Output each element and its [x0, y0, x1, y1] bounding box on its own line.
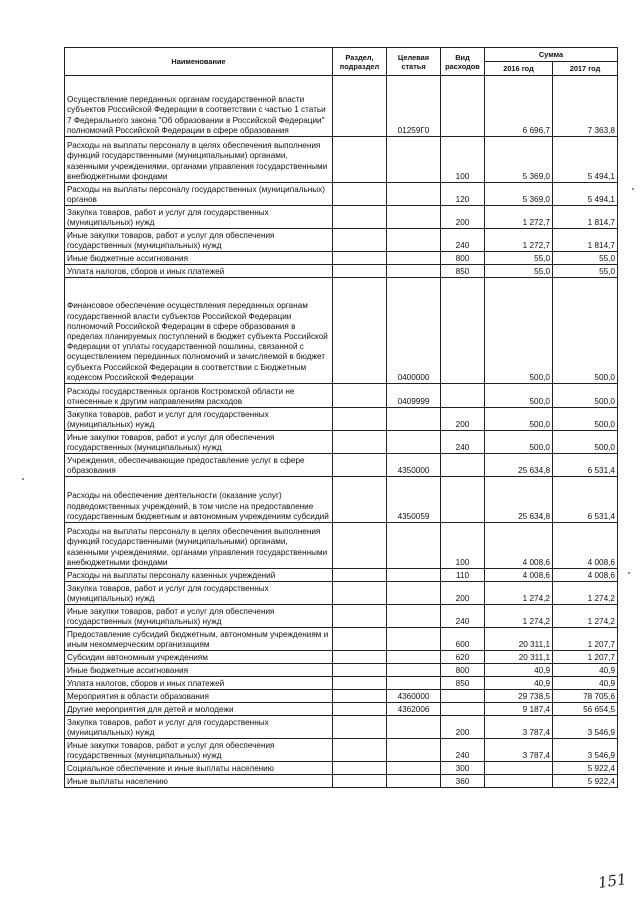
cell-section	[333, 454, 387, 477]
cell-target: 4350059	[387, 477, 441, 523]
cell-target	[387, 582, 441, 605]
cell-type: 240	[441, 739, 485, 762]
cell-type	[441, 477, 485, 523]
table-row	[65, 569, 618, 582]
cell-2017: 40,9	[553, 664, 618, 677]
cell-name: Учреждения, обеспечивающие предоставление услуг в сфере образования	[65, 454, 333, 477]
page-number: 151	[596, 870, 628, 892]
table-row	[65, 628, 618, 651]
cell-2017: 55,0	[553, 252, 618, 265]
table-row	[65, 664, 618, 677]
cell-2017: 1 207,7	[553, 651, 618, 664]
cell-2016	[485, 762, 553, 775]
cell-2017: 1 207,7	[553, 628, 618, 651]
table-row	[65, 716, 618, 739]
cell-name: Иные бюджетные ассигнования	[65, 252, 333, 265]
cell-2016: 55,0	[485, 252, 553, 265]
cell-type: 100	[441, 137, 485, 183]
cell-2016: 500,0	[485, 431, 553, 454]
cell-section	[333, 582, 387, 605]
cell-name: Закупка товаров, работ и услуг для государственных (муниципальных) нужд	[65, 206, 333, 229]
cell-name: Иные закупки товаров, работ и услуг для обеспечения государственных (муниципальных) нужд	[65, 605, 333, 628]
cell-name: Мероприятия в области образования	[65, 690, 333, 703]
cell-section	[333, 477, 387, 523]
cell-name: Субсидии автономным учреждениям	[65, 651, 333, 664]
cell-target: 0409999	[387, 384, 441, 408]
cell-2016: 3 787,4	[485, 716, 553, 739]
cell-name: Расходы государственных органов Костромской области не отнесенные к другим направлениям расходов	[65, 384, 333, 408]
table-row	[65, 76, 618, 137]
cell-section	[333, 183, 387, 206]
cell-2017: 1 814,7	[553, 229, 618, 252]
cell-2017: 3 546,9	[553, 716, 618, 739]
cell-type: 100	[441, 523, 485, 569]
cell-type: 120	[441, 183, 485, 206]
cell-section	[333, 569, 387, 582]
cell-target	[387, 252, 441, 265]
cell-2016: 1 274,2	[485, 605, 553, 628]
cell-section	[333, 229, 387, 252]
cell-target	[387, 605, 441, 628]
cell-name: Предоставление субсидий бюджетным, автономным учреждениям и иным некоммерческим организациям	[65, 628, 333, 651]
cell-2016: 40,9	[485, 664, 553, 677]
cell-2017: 4 008,6	[553, 569, 618, 582]
cell-target	[387, 762, 441, 775]
cell-section	[333, 523, 387, 569]
cell-2017: 1 814,7	[553, 206, 618, 229]
cell-target	[387, 775, 441, 788]
table-row	[65, 278, 618, 384]
margin-mark	[632, 188, 634, 190]
cell-2016: 20 311,1	[485, 651, 553, 664]
table-body	[65, 76, 618, 788]
cell-target	[387, 739, 441, 762]
cell-section	[333, 408, 387, 431]
cell-target	[387, 651, 441, 664]
cell-type: 300	[441, 762, 485, 775]
cell-type: 600	[441, 628, 485, 651]
cell-2016: 25 634,8	[485, 454, 553, 477]
table-row	[65, 677, 618, 690]
cell-type: 240	[441, 431, 485, 454]
cell-2017: 5 922,4	[553, 775, 618, 788]
cell-2016: 5 369,0	[485, 183, 553, 206]
cell-section	[333, 431, 387, 454]
cell-2017: 56 654,5	[553, 703, 618, 716]
cell-2016: 20 311,1	[485, 628, 553, 651]
cell-2017: 500,0	[553, 384, 618, 408]
cell-2016: 500,0	[485, 408, 553, 431]
cell-type: 200	[441, 408, 485, 431]
header-type: Вид расходов	[441, 48, 485, 76]
cell-name: Расходы на выплаты персоналу казенных учреждений	[65, 569, 333, 582]
margin-mark	[628, 572, 630, 574]
header-sum: Сумма	[485, 48, 618, 62]
header-target: Целевая статья	[387, 48, 441, 76]
table-row	[65, 690, 618, 703]
cell-target	[387, 523, 441, 569]
cell-section	[333, 664, 387, 677]
cell-section	[333, 739, 387, 762]
cell-2016	[485, 775, 553, 788]
cell-section	[333, 605, 387, 628]
cell-2017: 5 494,1	[553, 183, 618, 206]
cell-2017: 40,9	[553, 677, 618, 690]
cell-name: Расходы на обеспечение деятельности (оказание услуг) подведомственных учреждений, в том числе на предоставление государственным бюджетным и автономным учреждениям субсидий	[65, 477, 333, 523]
cell-name: Иные закупки товаров, работ и услуг для обеспечения государственных (муниципальных) нужд	[65, 431, 333, 454]
cell-2017: 1 274,2	[553, 605, 618, 628]
cell-name: Закупка товаров, работ и услуг для государственных (муниципальных) нужд	[65, 408, 333, 431]
table-row	[65, 265, 618, 278]
table-row	[65, 252, 618, 265]
cell-section	[333, 651, 387, 664]
table-row	[65, 523, 618, 569]
cell-type: 110	[441, 569, 485, 582]
cell-type	[441, 703, 485, 716]
cell-name: Иные закупки товаров, работ и услуг для обеспечения государственных (муниципальных) нужд	[65, 229, 333, 252]
cell-type	[441, 278, 485, 384]
cell-2016: 40,9	[485, 677, 553, 690]
cell-2016: 5 369,0	[485, 137, 553, 183]
cell-name: Расходы на выплаты персоналу в целях обеспечения выполнения функций государственными (муниципальными) органами, казенными учреждениями, органами управления государственными внебюджетными фондами	[65, 137, 333, 183]
table-row	[65, 605, 618, 628]
cell-2017: 6 531,4	[553, 477, 618, 523]
cell-type: 200	[441, 582, 485, 605]
cell-type: 850	[441, 677, 485, 690]
cell-section	[333, 76, 387, 137]
cell-section	[333, 677, 387, 690]
cell-name: Уплата налогов, сборов и иных платежей	[65, 265, 333, 278]
cell-2016: 6 696,7	[485, 76, 553, 137]
cell-name: Другие мероприятия для детей и молодежи	[65, 703, 333, 716]
cell-type: 620	[441, 651, 485, 664]
header-2017: 2017 год	[553, 62, 618, 76]
table-row	[65, 762, 618, 775]
cell-section	[333, 206, 387, 229]
cell-type: 240	[441, 229, 485, 252]
cell-target: 4350000	[387, 454, 441, 477]
table-row	[65, 739, 618, 762]
cell-name: Расходы на выплаты персоналу государственных (муниципальных) органов	[65, 183, 333, 206]
cell-target	[387, 229, 441, 252]
cell-type: 800	[441, 252, 485, 265]
cell-2016: 4 008,6	[485, 523, 553, 569]
cell-section	[333, 703, 387, 716]
cell-section	[333, 628, 387, 651]
table-row	[65, 454, 618, 477]
cell-2017: 55,0	[553, 265, 618, 278]
cell-type: 800	[441, 664, 485, 677]
table-row	[65, 384, 618, 408]
cell-2016: 3 787,4	[485, 739, 553, 762]
table-row	[65, 651, 618, 664]
cell-target	[387, 265, 441, 278]
cell-target	[387, 183, 441, 206]
cell-2017: 3 546,9	[553, 739, 618, 762]
cell-section	[333, 265, 387, 278]
cell-2016: 25 634,8	[485, 477, 553, 523]
cell-2016: 500,0	[485, 278, 553, 384]
cell-2017: 5 922,4	[553, 762, 618, 775]
cell-2017: 7 363,8	[553, 76, 618, 137]
cell-section	[333, 762, 387, 775]
cell-target: 0400000	[387, 278, 441, 384]
cell-target: 4360000	[387, 690, 441, 703]
cell-name: Иные бюджетные ассигнования	[65, 664, 333, 677]
cell-type: 200	[441, 206, 485, 229]
cell-target	[387, 664, 441, 677]
cell-type	[441, 76, 485, 137]
cell-section	[333, 278, 387, 384]
table-row	[65, 431, 618, 454]
cell-2016: 9 187,4	[485, 703, 553, 716]
cell-section	[333, 137, 387, 183]
cell-type	[441, 454, 485, 477]
cell-name: Иные закупки товаров, работ и услуг для обеспечения государственных (муниципальных) нужд	[65, 739, 333, 762]
table-row	[65, 137, 618, 183]
cell-2016: 1 274,2	[485, 582, 553, 605]
cell-type: 200	[441, 716, 485, 739]
cell-2017: 4 008,6	[553, 523, 618, 569]
cell-target	[387, 137, 441, 183]
cell-target	[387, 677, 441, 690]
cell-name: Закупка товаров, работ и услуг для государственных (муниципальных) нужд	[65, 716, 333, 739]
cell-name: Уплата налогов, сборов и иных платежей	[65, 677, 333, 690]
cell-2016: 4 008,6	[485, 569, 553, 582]
cell-target	[387, 431, 441, 454]
cell-type	[441, 690, 485, 703]
cell-2016: 55,0	[485, 265, 553, 278]
cell-2016: 1 272,7	[485, 206, 553, 229]
cell-type: 850	[441, 265, 485, 278]
cell-target: 01259Г0	[387, 76, 441, 137]
cell-2017: 5 494,1	[553, 137, 618, 183]
cell-name: Иные выплаты населению	[65, 775, 333, 788]
cell-name: Расходы на выплаты персоналу в целях обеспечения выполнения функций государственными (муниципальными) органами, казенными учреждениями, органами управления государственными внебюджетными фондами	[65, 523, 333, 569]
cell-2017: 500,0	[553, 278, 618, 384]
cell-target	[387, 206, 441, 229]
table-row	[65, 206, 618, 229]
cell-section	[333, 690, 387, 703]
header-section: Раздел, подраздел	[333, 48, 387, 76]
table-row	[65, 703, 618, 716]
cell-2016: 29 738,5	[485, 690, 553, 703]
cell-name: Закупка товаров, работ и услуг для государственных (муниципальных) нужд	[65, 582, 333, 605]
cell-section	[333, 775, 387, 788]
cell-target	[387, 716, 441, 739]
budget-table	[64, 47, 618, 788]
cell-section	[333, 716, 387, 739]
cell-2017: 1 274,2	[553, 582, 618, 605]
table-row	[65, 477, 618, 523]
cell-target	[387, 569, 441, 582]
cell-name: Осуществление переданных органам государственной власти субъектов Российской Федерации в соответствии с частью 1 статьи 7 Федерального закона "Об образовании в Российской Федерации" полномочий Российской Федерации в сфере образования	[65, 76, 333, 137]
table-row	[65, 408, 618, 431]
header-name: Наименование	[65, 48, 333, 76]
header-2016: 2016 год	[485, 62, 553, 76]
cell-target	[387, 628, 441, 651]
table-row	[65, 229, 618, 252]
margin-mark	[22, 478, 24, 480]
cell-section	[333, 384, 387, 408]
table-row	[65, 582, 618, 605]
table-row	[65, 775, 618, 788]
cell-2016: 1 272,7	[485, 229, 553, 252]
cell-section	[333, 252, 387, 265]
cell-target: 4362006	[387, 703, 441, 716]
cell-name: Финансовое обеспечение осуществления переданных органам государственной власти субъектов Российской Федерации полномочий Российской Федерации в сфере образования в пределах планируемых поступлений в бюджет субъекта Российской Федерации от уплаты государственной пошлины, связанной с осуществлением переданных полномочий и зачисляемой в бюджет субъекта Российской Федерации в соответствии с Бюджетным кодексом Российской Федерации	[65, 278, 333, 384]
cell-2016: 500,0	[485, 384, 553, 408]
cell-2017: 500,0	[553, 431, 618, 454]
cell-type: 360	[441, 775, 485, 788]
table-row	[65, 183, 618, 206]
cell-2017: 78 705,6	[553, 690, 618, 703]
cell-type: 240	[441, 605, 485, 628]
cell-type	[441, 384, 485, 408]
cell-name: Социальное обеспечение и иные выплаты населению	[65, 762, 333, 775]
cell-2017: 6 531,4	[553, 454, 618, 477]
cell-target	[387, 408, 441, 431]
cell-2017: 500,0	[553, 408, 618, 431]
